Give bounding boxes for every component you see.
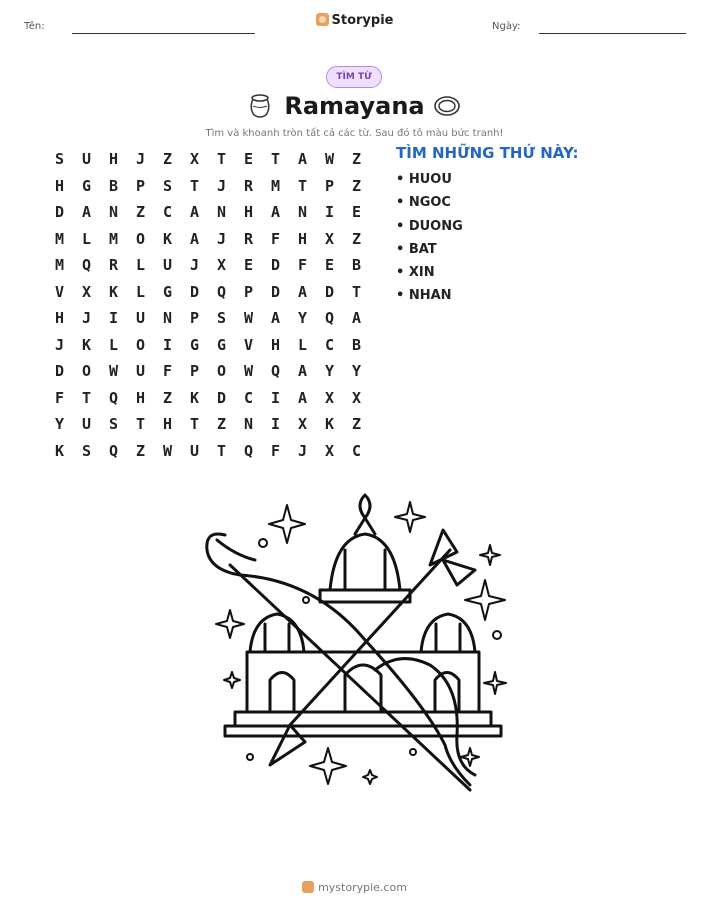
grid-row [46,358,370,385]
footer-url[interactable]: mystorypie.com [318,881,407,894]
grid-cell[interactable]: Q [81,256,92,275]
date-label: Ngày: [492,21,521,32]
grid-cell[interactable]: I [270,388,281,407]
grid-cell[interactable]: W [108,362,119,381]
grid-cell[interactable]: V [54,282,65,301]
grid-cell[interactable]: T [297,176,308,195]
grid-cell[interactable]: N [108,203,119,222]
grid-cell[interactable]: U [135,362,146,381]
grid-cell[interactable]: W [324,150,335,169]
word-list-item: • NHAN [396,288,452,304]
grid-cell[interactable]: G [162,282,173,301]
grid-cell[interactable]: S [108,415,119,434]
grid-cell[interactable]: D [324,282,335,301]
grid-cell[interactable]: A [297,150,308,169]
grid-cell[interactable]: I [108,309,119,328]
grid-cell[interactable]: U [189,441,200,460]
grid-cell[interactable]: T [135,415,146,434]
grid-cell[interactable]: U [135,309,146,328]
grid-cell[interactable]: P [243,282,254,301]
grid-cell[interactable]: Z [351,176,362,195]
grid-cell[interactable]: N [162,309,173,328]
grid-cell[interactable]: Z [162,150,173,169]
grid-cell[interactable]: K [162,229,173,248]
grid-cell[interactable]: G [216,335,227,354]
grid-row [46,199,370,226]
grid-cell[interactable]: J [216,229,227,248]
grid-cell[interactable]: Y [351,362,362,381]
grid-cell[interactable]: M [54,229,65,248]
grid-cell[interactable]: A [270,203,281,222]
word-list-item: • NGOC [396,195,451,211]
grid-cell[interactable]: Y [54,415,65,434]
grid-cell[interactable]: G [81,176,92,195]
grid-cell[interactable]: O [81,362,92,381]
grid-cell[interactable]: R [108,256,119,275]
grid-cell[interactable]: A [81,203,92,222]
grid-cell[interactable]: A [297,388,308,407]
grid-cell[interactable]: X [189,150,200,169]
grid-cell[interactable]: J [297,441,308,460]
grid-cell[interactable]: S [216,309,227,328]
grid-cell[interactable]: C [351,441,362,460]
grid-cell[interactable]: L [297,335,308,354]
grid-cell[interactable]: K [54,441,65,460]
grid-cell[interactable]: A [297,362,308,381]
grid-cell[interactable]: I [162,335,173,354]
grid-cell[interactable]: E [243,256,254,275]
grid-cell[interactable]: B [351,335,362,354]
grid-cell[interactable]: C [243,388,254,407]
grid-cell[interactable]: Z [216,415,227,434]
grid-cell[interactable]: K [108,282,119,301]
grid-cell[interactable]: R [243,229,254,248]
grid-row [46,385,370,412]
grid-cell[interactable]: H [108,150,119,169]
grid-cell[interactable]: B [351,256,362,275]
grid-row [46,332,370,359]
grid-cell[interactable]: F [270,441,281,460]
grid-cell[interactable]: Q [108,441,119,460]
grid-cell[interactable]: M [54,256,65,275]
grid-cell[interactable]: Q [270,362,281,381]
grid-cell[interactable]: T [81,388,92,407]
word-list-item: • HUOU [396,172,452,187]
grid-cell[interactable]: Q [108,388,119,407]
grid-cell[interactable]: S [162,176,173,195]
grid-cell[interactable]: V [243,335,254,354]
grid-cell[interactable]: C [162,203,173,222]
word-list-item: • DUONG [396,218,463,234]
date-line [539,33,686,34]
grid-cell[interactable]: N [216,203,227,222]
grid-cell[interactable]: B [108,176,119,195]
name-label: Tên: [24,21,45,32]
grid-cell[interactable]: J [216,176,227,195]
name-line [72,33,255,34]
grid-cell[interactable]: O [135,335,146,354]
grid-cell[interactable]: E [324,256,335,275]
grid-cell[interactable]: K [81,335,92,354]
storypie-footer-icon [302,881,314,893]
grid-cell[interactable]: L [135,282,146,301]
grid-cell[interactable]: W [162,441,173,460]
brand-logo [0,13,709,28]
grid-cell[interactable]: A [297,282,308,301]
grid-row [46,173,370,200]
grid-cell[interactable]: Z [135,203,146,222]
grid-cell[interactable]: X [351,388,362,407]
letter-grid [46,146,370,464]
grid-row [46,252,370,279]
grid-cell[interactable]: P [189,309,200,328]
grid-cell[interactable]: F [162,362,173,381]
grid-cell[interactable]: X [324,229,335,248]
grid-cell[interactable]: I [324,203,335,222]
grid-cell[interactable]: K [189,388,200,407]
grid-cell[interactable]: R [243,176,254,195]
grid-cell[interactable]: M [270,176,281,195]
grid-cell[interactable]: Z [162,388,173,407]
grid-cell[interactable]: C [324,335,335,354]
grid-cell[interactable]: D [216,388,227,407]
ramayana-coloring-illustration [195,490,515,810]
grid-cell[interactable]: X [297,415,308,434]
grid-cell[interactable]: T [189,415,200,434]
grid-cell[interactable]: M [108,229,119,248]
grid-cell[interactable]: O [216,362,227,381]
word-list-item: • XIN [396,265,435,281]
grid-cell[interactable]: Q [216,282,227,301]
grid-cell[interactable]: L [108,335,119,354]
grid-cell[interactable]: A [189,229,200,248]
grid-row [46,279,370,306]
grid-cell[interactable]: P [189,362,200,381]
grid-cell[interactable]: F [297,256,308,275]
grid-cell[interactable]: U [162,256,173,275]
page-title: Ramayana [284,92,425,120]
word-list-title: TÌM NHỮNG THỨ NÀY: [396,144,579,162]
grid-cell[interactable]: G [189,335,200,354]
grid-cell[interactable]: W [243,309,254,328]
grid-cell[interactable]: Y [324,362,335,381]
grid-cell[interactable]: J [135,150,146,169]
grid-cell[interactable]: K [324,415,335,434]
grid-cell[interactable]: X [216,256,227,275]
grid-cell[interactable]: Z [351,229,362,248]
grid-cell[interactable]: T [189,176,200,195]
storypie-logo-icon [316,13,329,26]
grid-cell[interactable]: Q [243,441,254,460]
grid-row [46,146,370,173]
grid-cell[interactable]: F [54,388,65,407]
grid-cell[interactable]: P [324,176,335,195]
grid-cell[interactable]: N [243,415,254,434]
brand-name: Storypie [331,13,394,28]
grid-row [46,411,370,438]
grid-cell[interactable]: T [216,150,227,169]
grid-cell[interactable]: H [54,176,65,195]
grid-cell[interactable]: W [243,362,254,381]
grid-cell[interactable]: A [270,309,281,328]
grid-cell[interactable]: Y [297,309,308,328]
grid-cell[interactable]: P [135,176,146,195]
grid-cell[interactable]: D [54,203,65,222]
grid-cell[interactable]: D [189,282,200,301]
grid-cell[interactable]: A [189,203,200,222]
grid-cell[interactable]: X [324,441,335,460]
grid-cell[interactable]: Q [324,309,335,328]
grid-cell[interactable]: D [270,282,281,301]
grid-cell[interactable]: O [135,229,146,248]
word-search-badge: TÌM TỪ [326,66,382,88]
grid-cell[interactable]: L [81,229,92,248]
grid-cell[interactable]: I [270,415,281,434]
grid-cell[interactable]: D [54,362,65,381]
grid-cell[interactable]: H [162,415,173,434]
grid-cell[interactable]: X [324,388,335,407]
grid-cell[interactable]: T [270,150,281,169]
grid-cell[interactable]: Z [135,441,146,460]
grid-cell[interactable]: N [297,203,308,222]
grid-cell[interactable]: S [54,150,65,169]
grid-cell[interactable]: D [270,256,281,275]
grid-cell[interactable]: T [216,441,227,460]
grid-cell[interactable]: J [54,335,65,354]
grid-cell[interactable]: H [54,309,65,328]
word-list [396,172,463,312]
grid-row [46,438,370,465]
grid-row [46,305,370,332]
grid-cell[interactable]: T [351,282,362,301]
grid-cell[interactable]: L [135,256,146,275]
word-list-item: • BAT [396,241,437,257]
grid-cell[interactable]: U [81,150,92,169]
grid-row [46,226,370,253]
grid-cell[interactable]: E [351,203,362,222]
grid-cell[interactable]: H [243,203,254,222]
grid-cell[interactable]: J [189,256,200,275]
grid-cell[interactable]: Z [351,150,362,169]
grid-cell[interactable]: U [81,415,92,434]
grid-cell[interactable]: E [243,150,254,169]
grid-cell[interactable]: J [81,309,92,328]
grid-cell[interactable]: X [81,282,92,301]
instructions: Tìm và khoanh tròn tất cả các từ. Sau đó tô màu bức tranh! [205,128,504,139]
grid-cell[interactable]: H [135,388,146,407]
ring-icon [433,92,461,120]
grid-cell[interactable]: Z [351,415,362,434]
grid-cell[interactable]: A [351,309,362,328]
grid-cell[interactable]: H [297,229,308,248]
grid-cell[interactable]: F [270,229,281,248]
grid-cell[interactable]: H [270,335,281,354]
grid-cell[interactable]: S [81,441,92,460]
footer [0,881,709,894]
